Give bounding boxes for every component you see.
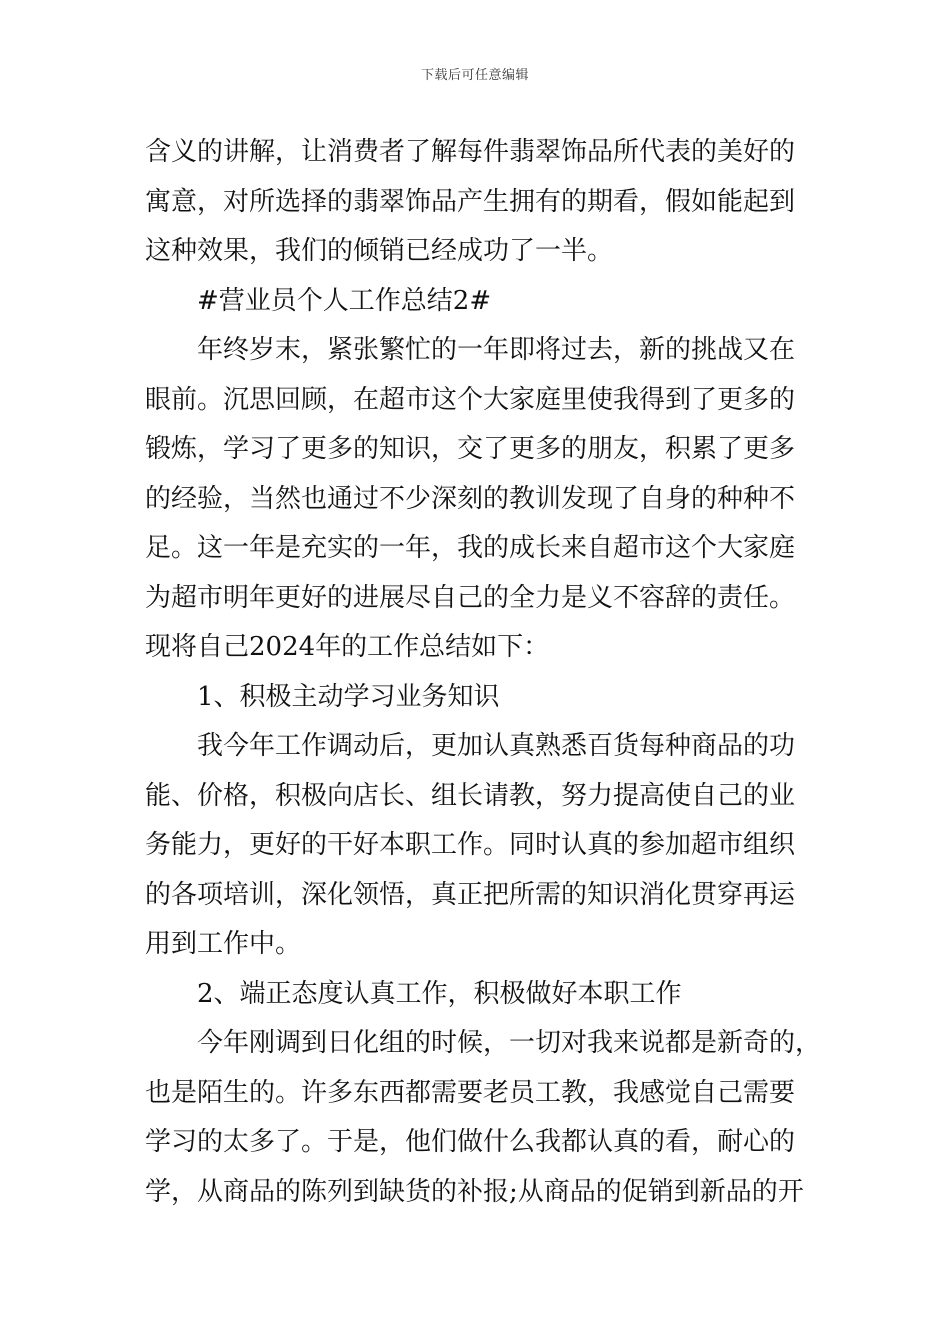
page-header: 下载后可任意编辑 <box>420 68 529 83</box>
body-line: 含义的讲解，让消费者了解每件翡翠饰品所代表的美好的 <box>145 137 796 167</box>
body-line: 今年刚调到日化组的时候，一切对我来说都是新奇的， <box>197 1028 822 1058</box>
body-line: 现将自己2024年的工作总结如下： <box>145 632 550 662</box>
body-line: 这种效果，我们的倾销已经成功了一半。 <box>145 236 614 266</box>
body-line: 学习的太多了。于是，他们做什么我都认真的看，耐心的 <box>145 1127 796 1157</box>
body-line: 的经验，当然也通过不少深刻的教训发现了自身的种种不 <box>145 483 796 514</box>
body-line: 能、价格，积极向店长、组长请教，努力提高使自己的业 <box>145 780 796 811</box>
body-line: 务能力，更好的干好本职工作。同时认真的参加超市组织 <box>145 830 796 860</box>
numbered-heading: 2、端正态度认真工作，积极做好本职工作 <box>197 978 682 1009</box>
section-heading: #营业员个人工作总结2# <box>197 285 492 316</box>
document-body <box>145 128 825 1217</box>
body-line: 锻炼，学习了更多的知识，交了更多的朋友，积累了更多 <box>145 434 796 464</box>
body-line: 的各项培训，深化领悟，真正把所需的知识消化贯穿再运 <box>145 879 796 910</box>
body-line: 我今年工作调动后，更加认真熟悉百货每种商品的功 <box>197 731 796 761</box>
body-line: 学，从商品的陈列到缺货的补报;从商品的促销到新品的开 <box>145 1176 804 1207</box>
body-line: 为超市明年更好的进展尽自己的全力是义不容辞的责任。 <box>145 582 796 613</box>
body-line: 用到工作中。 <box>145 929 302 959</box>
body-line: 寓意，对所选择的翡翠饰品产生拥有的期看，假如能起到 <box>145 186 796 217</box>
numbered-heading: 1、积极主动学习业务知识 <box>197 681 500 712</box>
body-line: 年终岁末，紧张繁忙的一年即将过去，新的挑战又在 <box>197 335 796 365</box>
body-line: 也是陌生的。许多东西都需要老员工教，我感觉自己需要 <box>145 1077 796 1108</box>
body-line: 眼前。沉思回顾，在超市这个大家庭里使我得到了更多的 <box>145 384 796 415</box>
body-line: 足。这一年是充实的一年，我的成长来自超市这个大家庭 <box>145 533 796 563</box>
